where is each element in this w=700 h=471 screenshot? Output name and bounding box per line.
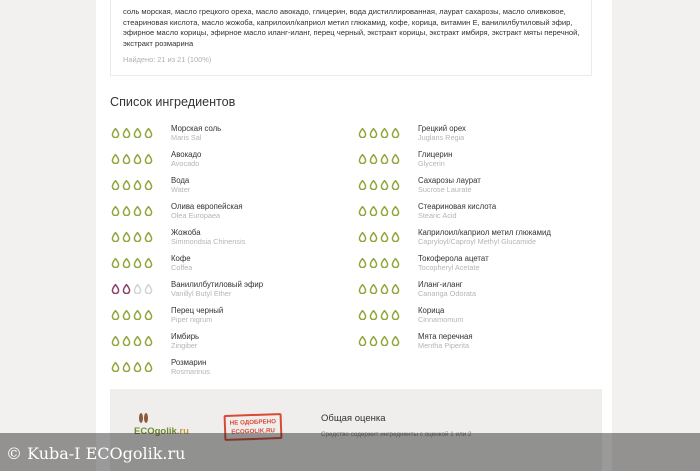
drop-icon: [143, 284, 154, 294]
ingredient-name[interactable]: Морская соль: [171, 124, 222, 133]
drop-icon: [357, 128, 368, 138]
drop-icon: [143, 310, 154, 320]
ingredient-row[interactable]: [110, 357, 350, 383]
drop-icon: [132, 258, 143, 268]
stamp-line1: НЕ ОДОБРЕНО: [229, 418, 277, 427]
drop-icon: [110, 206, 121, 216]
drop-icon: [121, 284, 132, 294]
ingredient-row[interactable]: [110, 201, 350, 227]
drop-icon: [121, 206, 132, 216]
ingredient-rating: [357, 232, 401, 242]
ingredients-list-title: Список ингредиентов: [110, 95, 236, 109]
ingredient-name[interactable]: Вода: [171, 176, 190, 185]
ingredient-name[interactable]: Каприлоил/каприол метил глюкамид: [418, 228, 551, 237]
ingredient-latin-name: Tocopheryl Acetate: [418, 263, 480, 272]
composition-card: [110, 0, 592, 76]
ingredient-row[interactable]: [110, 253, 350, 279]
drop-icon: [132, 154, 143, 164]
ingredient-latin-name: Simmondsia Chinensis: [171, 237, 246, 246]
ingredient-rating: [357, 258, 401, 268]
drop-icon: [143, 232, 154, 242]
drop-icon: [379, 284, 390, 294]
drop-icon: [390, 128, 401, 138]
drop-icon: [390, 336, 401, 346]
ingredient-latin-name: Cananga Odorata: [418, 289, 477, 298]
ingredient-row[interactable]: [357, 123, 597, 149]
ingredient-latin-name: Capryloyl/Caproyl Methyl Glucamide: [418, 237, 537, 246]
ingredient-latin-name: Piper nigrum: [171, 315, 213, 324]
drop-icon: [390, 180, 401, 190]
overall-rating-description: Средство содержит ингредиенты с оценкой 1 или 2: [321, 431, 472, 438]
overall-rating-title: Общая оценка: [321, 413, 386, 424]
found-count: Найдено: 21 из 21 (100%): [123, 55, 212, 64]
ingredient-latin-name: Rosmarinus: [171, 367, 210, 376]
drop-icon: [110, 336, 121, 346]
drop-icon: [357, 310, 368, 320]
drop-icon: [368, 154, 379, 164]
drop-icon: [368, 258, 379, 268]
ingredient-rating: [110, 258, 154, 268]
ingredient-name[interactable]: Розмарин: [171, 358, 207, 367]
ingredient-latin-name: Maris Sal: [171, 133, 202, 142]
drop-icon: [379, 258, 390, 268]
drop-icon: [379, 154, 390, 164]
ingredient-row[interactable]: [357, 305, 597, 331]
drop-icon: [132, 232, 143, 242]
ingredient-name[interactable]: Иланг-иланг: [418, 280, 463, 289]
drop-icon: [368, 284, 379, 294]
drop-icon: [121, 362, 132, 372]
ingredient-rating: [110, 232, 154, 242]
ingredient-row[interactable]: [110, 279, 350, 305]
photo-credit: © Kuba-I ECOgolik.ru: [6, 444, 186, 463]
ingredient-rating: [357, 284, 401, 294]
ingredient-name[interactable]: Авокадо: [171, 150, 202, 159]
ingredient-latin-name: Stearic Acid: [418, 211, 457, 220]
ingredient-name[interactable]: Жожоба: [171, 228, 201, 237]
ingredient-rating: [110, 310, 154, 320]
drop-icon: [357, 180, 368, 190]
rabbit-icon: [134, 413, 156, 427]
drop-icon: [132, 284, 143, 294]
drop-icon: [357, 284, 368, 294]
ingredient-rating: [357, 180, 401, 190]
drop-icon: [121, 180, 132, 190]
ingredient-row[interactable]: [110, 123, 350, 149]
ingredient-row[interactable]: [110, 149, 350, 175]
ingredient-name[interactable]: Глицерин: [418, 150, 453, 159]
drop-icon: [390, 232, 401, 242]
drop-icon: [110, 232, 121, 242]
drop-icon: [121, 154, 132, 164]
drop-icon: [132, 362, 143, 372]
drop-icon: [110, 284, 121, 294]
page-content: [96, 0, 612, 471]
ingredient-row[interactable]: [357, 279, 597, 305]
ingredient-rating: [110, 206, 154, 216]
drop-icon: [379, 128, 390, 138]
ingredient-row[interactable]: [357, 227, 597, 253]
drop-icon: [368, 310, 379, 320]
drop-icon: [143, 258, 154, 268]
ingredient-name[interactable]: Ванилилбутиловый эфир: [171, 280, 264, 289]
ingredient-name[interactable]: Стеариновая кислота: [418, 202, 497, 211]
drop-icon: [390, 310, 401, 320]
drop-icon: [110, 362, 121, 372]
ingredient-rating: [110, 128, 154, 138]
ingredient-name[interactable]: Перец черный: [171, 306, 224, 315]
drop-icon: [132, 180, 143, 190]
ingredient-latin-name: Sucrose Laurate: [418, 185, 472, 194]
ingredient-rating: [110, 284, 154, 294]
drop-icon: [121, 336, 132, 346]
ingredient-latin-name: Mentha Piperita: [418, 341, 470, 350]
drop-icon: [110, 180, 121, 190]
drop-icon: [379, 336, 390, 346]
ingredient-name[interactable]: Мята перечная: [418, 332, 473, 341]
ingredient-latin-name: Cinnamomum: [418, 315, 464, 324]
ingredient-latin-name: Olea Europaea: [171, 211, 221, 220]
drop-icon: [368, 128, 379, 138]
ingredient-name[interactable]: Грецкий орех: [418, 124, 466, 133]
ingredient-latin-name: Vanillyl Butyl Ether: [171, 289, 232, 298]
drop-icon: [143, 154, 154, 164]
ingredient-rating: [357, 336, 401, 346]
drop-icon: [357, 154, 368, 164]
ingredient-row[interactable]: [357, 201, 597, 227]
drop-icon: [132, 206, 143, 216]
ingredients-column-right: [357, 123, 597, 357]
drop-icon: [121, 128, 132, 138]
ingredient-row[interactable]: [110, 331, 350, 357]
ingredient-rating: [110, 180, 154, 190]
drop-icon: [379, 310, 390, 320]
ingredient-latin-name: Coffea: [171, 263, 193, 272]
drop-icon: [143, 128, 154, 138]
drop-icon: [368, 232, 379, 242]
ingredient-name[interactable]: Олива европейская: [171, 202, 243, 211]
ingredient-latin-name: Avocado: [171, 159, 200, 168]
ingredient-row[interactable]: [110, 175, 350, 201]
drop-icon: [357, 258, 368, 268]
drop-icon: [379, 180, 390, 190]
drop-icon: [110, 154, 121, 164]
drop-icon: [143, 206, 154, 216]
ingredient-rating: [110, 154, 154, 164]
ingredients-column-left: [110, 123, 350, 383]
drop-icon: [390, 154, 401, 164]
drop-icon: [143, 336, 154, 346]
drop-icon: [110, 128, 121, 138]
drop-icon: [121, 310, 132, 320]
ingredient-rating: [110, 336, 154, 346]
ingredient-row[interactable]: [110, 305, 350, 331]
ingredient-name[interactable]: Кофе: [171, 254, 191, 263]
ingredient-name[interactable]: Имбирь: [171, 332, 200, 341]
drop-icon: [357, 232, 368, 242]
stamp-line2: ECOGOLIK.RU: [231, 427, 276, 436]
ingredient-rating: [110, 362, 154, 372]
drop-icon: [132, 336, 143, 346]
drop-icon: [357, 336, 368, 346]
drop-icon: [110, 258, 121, 268]
ingredient-name[interactable]: Сахарозы лаурат: [418, 176, 481, 185]
drop-icon: [379, 232, 390, 242]
ingredient-latin-name: Water: [171, 185, 191, 194]
ingredient-rating: [357, 206, 401, 216]
drop-icon: [357, 206, 368, 216]
ingredient-row[interactable]: [357, 331, 597, 357]
drop-icon: [368, 206, 379, 216]
drop-icon: [132, 310, 143, 320]
ingredient-row[interactable]: [357, 149, 597, 175]
drop-icon: [368, 180, 379, 190]
ingredient-name[interactable]: Корица: [418, 306, 445, 315]
drop-icon: [121, 258, 132, 268]
ingredient-latin-name: Glycerin: [418, 159, 445, 168]
ingredient-name[interactable]: Токоферола ацетат: [418, 254, 489, 263]
drop-icon: [132, 128, 143, 138]
drop-icon: [110, 310, 121, 320]
ingredient-row[interactable]: [357, 253, 597, 279]
ingredient-rating: [357, 310, 401, 320]
logo-text-suffix: .ru: [176, 426, 189, 437]
drop-icon: [143, 180, 154, 190]
ingredient-latin-name: Zingiber: [171, 341, 198, 350]
ingredient-row[interactable]: [357, 175, 597, 201]
logo-text-main: ECOgolik: [134, 426, 177, 437]
drop-icon: [368, 336, 379, 346]
drop-icon: [143, 362, 154, 372]
ingredient-row[interactable]: [110, 227, 350, 253]
ingredient-latin-name: Juglans Regia: [418, 133, 465, 142]
drop-icon: [390, 258, 401, 268]
ingredient-rating: [357, 154, 401, 164]
drop-icon: [379, 206, 390, 216]
composition-text: соль морская, масло грецкого ореха, масло авокадо, глицерин, вода дистиллированная, лаурат сахарозы, масло оливковое, стеариновая кислота, масло жожоба, каприлоил/каприол метил глюкамид, кофе, корица, витамин Е, ванилилбутиловый эфир, эфирное масло корицы, эфирное масло иланг-иланг, перец черный, экстракт корицы, экстракт имбиря, экстракт мяты перечной, экстракт розмарина: [123, 7, 580, 49]
ingredient-rating: [357, 128, 401, 138]
drop-icon: [390, 284, 401, 294]
drop-icon: [121, 232, 132, 242]
drop-icon: [390, 206, 401, 216]
